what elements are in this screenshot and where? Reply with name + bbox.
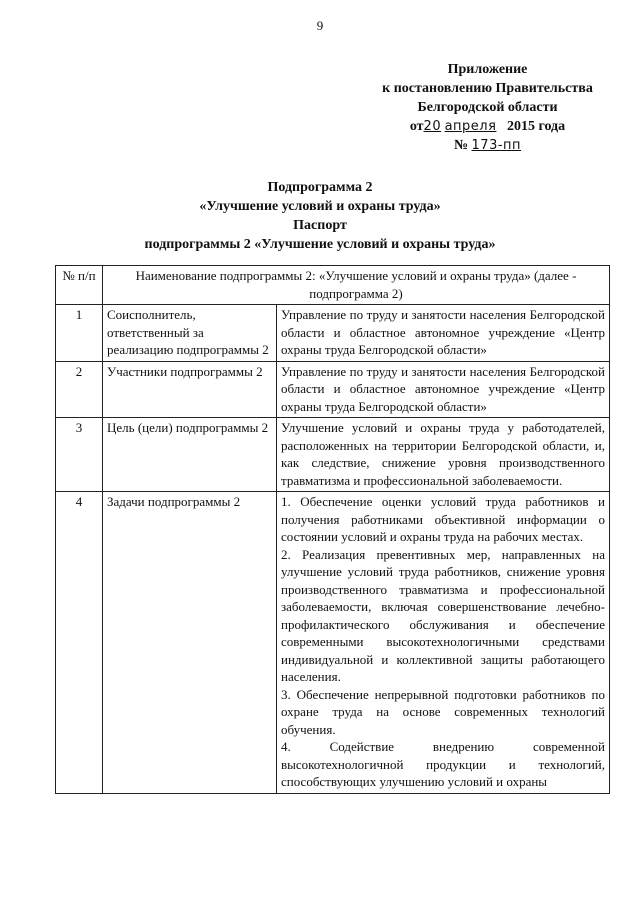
appendix-number-line [360, 136, 615, 155]
row-num-cell: 4 [56, 492, 103, 794]
row-value-cell: Управление по труду и занятости населения Белгородской области и областное автономное учреждение «Центр охраны труда Белгородской области» [277, 305, 610, 362]
row-num-cell: 3 [56, 418, 103, 492]
row-label-cell: Соисполнитель, ответственный за реализацию подпрограммы 2 [103, 305, 277, 362]
date-day: 20 [423, 119, 442, 134]
passport-title: Паспорт [293, 218, 347, 233]
document-titles [0, 178, 640, 254]
number-value: 173-пп [471, 138, 522, 153]
header-num-cell: № п/п [56, 266, 103, 305]
row-value-cell [277, 492, 610, 794]
appendix-block [360, 60, 615, 155]
row-label-cell: Участники подпрограммы 2 [103, 361, 277, 418]
passport-table [55, 265, 610, 794]
date-year: 2015 года [506, 119, 566, 134]
subprogram-name: «Улучшение условий и охраны труда» [199, 199, 441, 214]
task-paragraph-2: 2. Реализация превентивных мер, направленных на улучшение условий труда работников, снижение уровня производственного травматизма и профессиональной заболеваемости, включая совершенствование лечебно-профилактического обслуживания и обеспечение современными высокотехнологичными средствами индивидуальной и коллективной защиты работающего населения. [281, 546, 605, 684]
row-label-cell: Цель (цели) подпрограммы 2 [103, 418, 277, 492]
table-header-row [56, 266, 610, 305]
task-paragraph-4: 4. Содействие внедрению современной высокотехнологичной продукции и технологий, способствующих улучшению условий и охраны [281, 739, 605, 789]
row-value-cell: Управление по труду и занятости населения Белгородской области и областное автономное учреждение «Центр охраны труда Белгородской области» [277, 361, 610, 418]
subprogram-title: Подпрограмма 2 [267, 180, 373, 195]
row-num-cell: 2 [56, 361, 103, 418]
date-month: апреля [444, 119, 497, 134]
table-row [56, 305, 610, 362]
appendix-line-3: Белгородской области [417, 100, 558, 115]
appendix-date-line [360, 117, 615, 136]
page-number: 9 [316, 18, 324, 33]
row-value-cell: Улучшение условий и охраны труда у работодателей, расположенных на территории Белгородской области, и, как следствие, снижение уровня производственного травматизма и профессиональной заболеваемости. [277, 418, 610, 492]
row-num-cell: 1 [56, 305, 103, 362]
date-prefix: от [409, 119, 424, 134]
table-row [56, 361, 610, 418]
task-paragraph-3: 3. Обеспечение непрерывной подготовки работников по охране труда на основе современных технологий обучения. [281, 686, 605, 737]
row-label-cell: Задачи подпрограммы 2 [103, 492, 277, 794]
task-paragraph-1: 1. Обеспечение оценки условий труда работников и получения работниками объективной информации о состоянии условий и охраны труда на рабочих местах. [281, 494, 605, 544]
header-title-cell: Наименование подпрограммы 2: «Улучшение условий и охраны труда» (далее - подпрограмма 2) [103, 266, 610, 305]
passport-subtitle: подпрограммы 2 «Улучшение условий и охраны труда» [144, 237, 496, 252]
table-row [56, 492, 610, 794]
appendix-line-2: к постановлению Правительства [382, 81, 593, 96]
number-prefix: № [453, 138, 469, 153]
appendix-line-1: Приложение [447, 62, 528, 77]
table-row [56, 418, 610, 492]
